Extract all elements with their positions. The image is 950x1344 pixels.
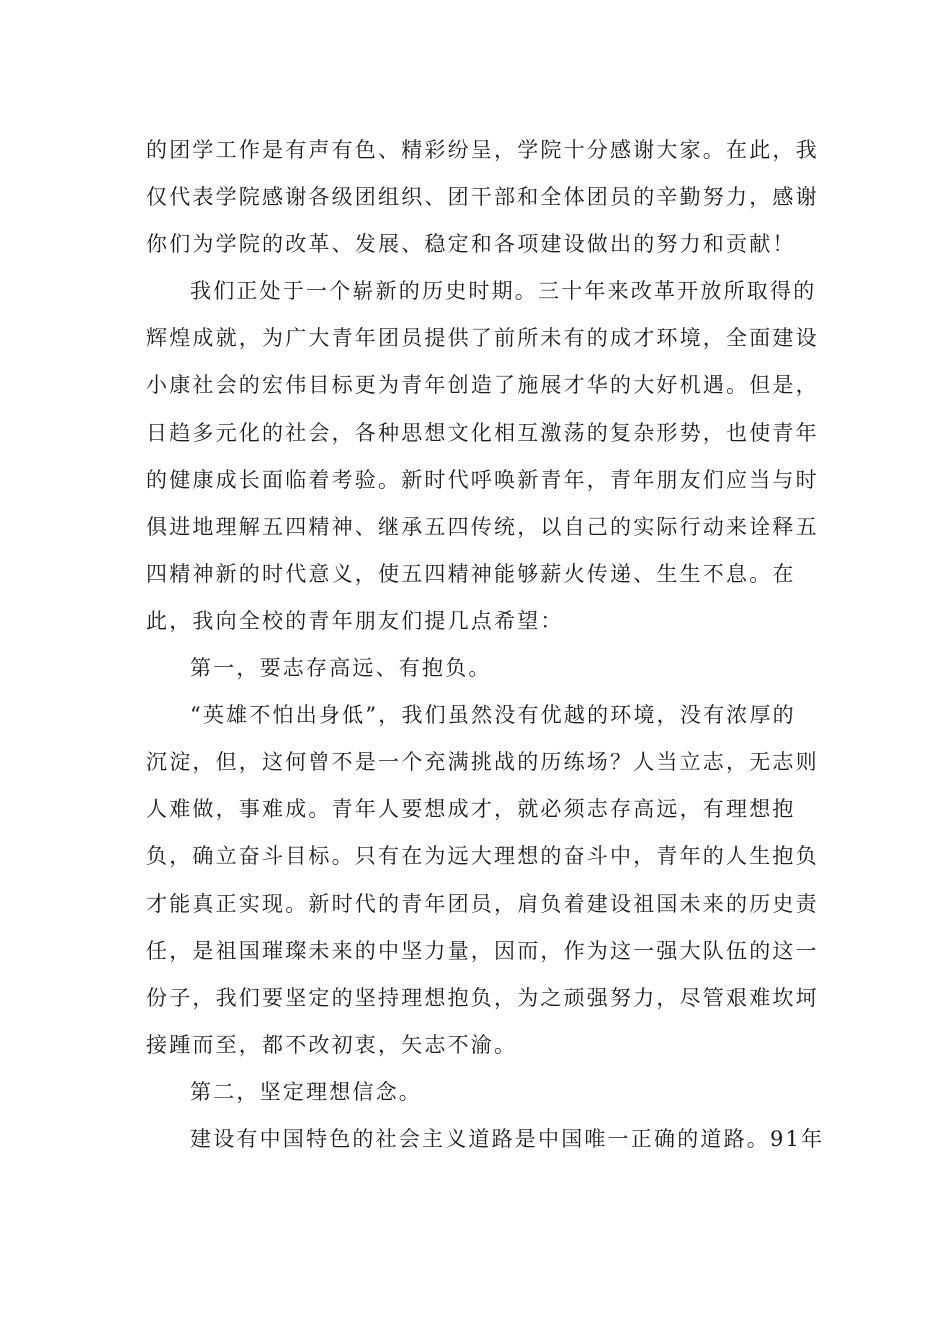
- text-line: 份子，我们要坚定的坚持理想抱负，为之顽强努力，尽管艰难坎坷: [146, 985, 819, 1010]
- text-line: 建设有中国特色的社会主义道路是中国唯一正确的道路。91年: [190, 1126, 825, 1151]
- text-line: 才能真正实现。新时代的青年团员，肩负着建设祖国未来的历史责: [146, 891, 819, 916]
- text-line: 的健康成长面临着考验。新时代呼唤新青年，青年朋友们应当与时: [146, 467, 819, 492]
- text-line: 俱进地理解五四精神、继承五四传统，以自己的实际行动来诠释五: [146, 514, 819, 539]
- text-line: 第一，要志存高远、有抱负。: [190, 656, 492, 681]
- text-line: 此，我向全校的青年朋友们提几点希望：: [146, 608, 564, 633]
- text-line: “英雄不怕出身低”，我们虽然没有优越的环境，没有浓厚的: [190, 703, 796, 728]
- text-line: 仅代表学院感谢各级团组织、团干部和全体团员的辛勤努力，感谢: [146, 185, 819, 210]
- text-line: 接踵而至，都不改初衷，矢志不渝。: [146, 1032, 518, 1057]
- text-line: 人难做，事难成。青年人要想成才，就必须志存高远，有理想抱: [146, 797, 796, 822]
- text-line: 任，是祖国璀璨未来的中坚力量，因而，作为这一强大队伍的这一: [146, 938, 819, 963]
- text-line: 小康社会的宏伟目标更为青年创造了施展才华的大好机遇。但是，: [146, 373, 819, 398]
- text-line: 辉煌成就，为广大青年团员提供了前所未有的成才环境，全面建设: [146, 326, 819, 351]
- text-line: 第二，坚定理想信念。: [190, 1079, 422, 1104]
- text-line: 的团学工作是有声有色、精彩纷呈，学院十分感谢大家。在此，我: [146, 138, 819, 162]
- text-line: 四精神新的时代意义，使五四精神能够薪火传递、生生不息。在: [146, 561, 796, 586]
- body-text: [146, 127, 825, 1163]
- text-line: 日趋多元化的社会，各种思想文化相互激荡的复杂形势，也使青年: [146, 420, 819, 445]
- text-line: 你们为学院的改革、发展、稳定和各项建设做出的努力和贡献！: [146, 232, 796, 257]
- text-line: 沉淀，但，这何曾不是一个充满挑战的历练场？人当立志，无志则: [146, 750, 819, 775]
- text-line: 我们正处于一个崭新的历史时期。三十年来改革开放所取得的: [190, 279, 817, 304]
- text-line: 负，确立奋斗目标。只有在为远大理想的奋斗中，青年的人生抱负: [146, 844, 819, 869]
